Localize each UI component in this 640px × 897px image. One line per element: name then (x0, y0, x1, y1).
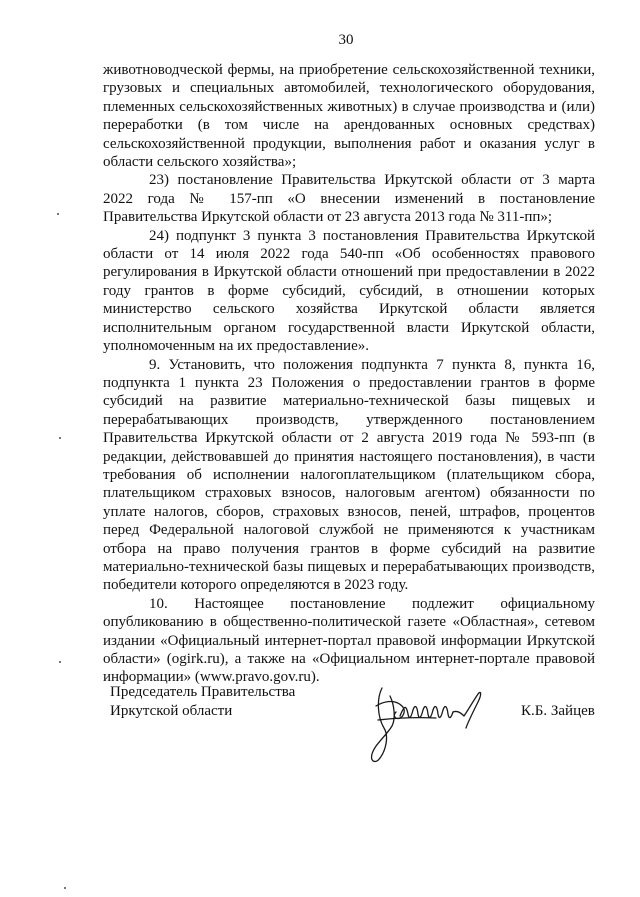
paragraph-item-23: 23) постановление Правительства Иркутской области от 3 марта 2022 года № 157-пп «О внесении изменений в постановление Правительства Иркутской области от 23 августа 2013 года № 311-пп»; (103, 172, 595, 226)
document-body (103, 61, 595, 687)
scan-mark (64, 887, 66, 889)
paragraph-item-24: 24) подпункт 3 пункта 3 постановления Правительства Иркутской области от 14 июля 2022 года 540-пп «Об особенностях правового регулирования в Иркутской области отношений при предоставлении в 2022 году грантов в форме субсидий, субсидий, в отношении которых министерство сельского хозяйства Иркутской области является исполнительным органом государственной власти Иркутской области, уполномоченным на их предоставление». (103, 227, 595, 355)
scan-mark (59, 437, 61, 439)
handwritten-signature (356, 670, 516, 770)
paragraph-item-9: 9. Установить, что положения подпункта 7 пункта 8, пункта 16, подпункта 1 пункта 23 Положения о предоставлении грантов в форме субсидий на развитие материально-технической базы пищевых и перерабатывающих производств, утвержденного постановлением Правительства Иркутской области от 2 августа 2019 года № 593-пп (в редакции, действовавшей до принятия настоящего постановления), в части требования об исполнении налогоплательщиком (плательщиком сбора, плательщиком страховых взносов, налоговым агентом) обязанности по уплате налогов, сборов, страховых взносов, пеней, штрафов, процентов перед Федеральной налоговой службой не применяются к участникам отбора на право получения грантов в форме субсидий на развитие материально-технической базы пищевых и перерабатывающих производств, победители которого определяются в 2023 году. (103, 356, 595, 594)
paragraph-item-10: 10. Настоящее постановление подлежит официальному опубликованию в общественно-политической газете «Областная», сетевом издании «Официальный интернет-портал правовой информации Иркутской области» (ogirk.ru), а также на «Официальном интернет-портале правовой информации» (www.pravo.gov.ru). (103, 595, 595, 686)
scan-mark (59, 661, 61, 663)
signatory-title (110, 683, 295, 721)
signatory-name: К.Б. Зайцев (521, 703, 595, 719)
signatory-title-line-1: Председатель Правительства (110, 684, 296, 700)
signatory-title-line-2: Иркутской области (110, 703, 233, 719)
paragraph-continuation: животноводческой фермы, на приобретение сельскохозяйственной техники, грузовых и специальных автомобилей, технологического оборудования, племенных сельскохозяйственных животных) в случае производства и (или) переработки (в том числе на арендованных основных средствах) сельскохозяйственной продукции, выполнения работ и оказания услуг в области сельского хозяйства»; (103, 62, 595, 171)
page-number: 30 (338, 32, 354, 48)
scan-mark (57, 213, 59, 215)
